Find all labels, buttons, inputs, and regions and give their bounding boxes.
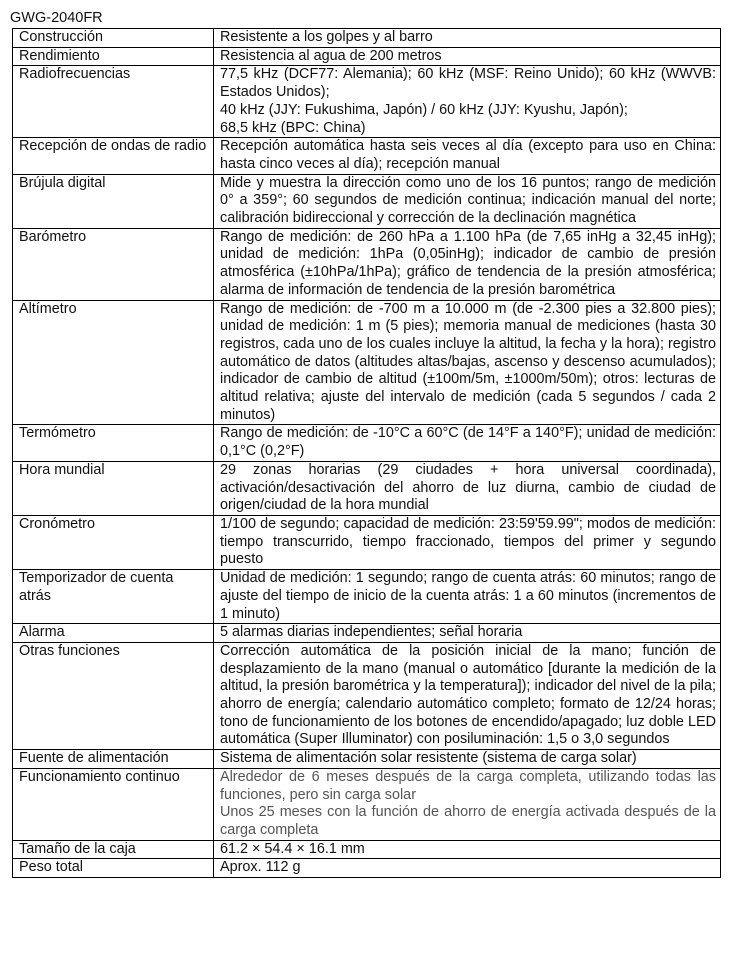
spec-label: Funcionamiento continuo [13, 768, 214, 840]
spec-row-cronometro [13, 515, 721, 569]
spec-row-radiofrecuencias [13, 66, 721, 138]
spec-row-construccion [13, 29, 721, 48]
spec-label: Temporizador de cuenta atrás [13, 570, 214, 624]
spec-row-rendimiento [13, 47, 721, 66]
spec-row-temporizador [13, 570, 721, 624]
spec-row-otras-funciones [13, 642, 721, 749]
spec-label: Termómetro [13, 425, 214, 461]
spec-row-funcionamiento-continuo [13, 768, 721, 840]
spec-label: Hora mundial [13, 461, 214, 515]
spec-value: Resistencia al agua de 200 metros [214, 47, 721, 66]
spec-row-hora-mundial [13, 461, 721, 515]
spec-value: Corrección automática de la posición inicial de la mano; función de desplazamiento de la mano (manual o automático [durante la medición de la altitud, la presión barométrica y la temperatura]); indicador del nivel de la pila; ahorro de energía; calendario automático completo; formato de 12/24 horas; tono de funcionamiento de los botones de encendido/apagado; luz doble LED automática (Super Illuminator) con posiluminación: 1,5 o 3,0 segundos [214, 642, 721, 749]
spec-row-tamano-caja [13, 840, 721, 859]
spec-label: Construcción [13, 29, 214, 48]
spec-label: Otras funciones [13, 642, 214, 749]
spec-value: Rango de medición: de 260 hPa a 1.100 hPa (de 7,65 inHg a 32,45 inHg); unidad de medición: 1hPa (0,05inHg); indicador de cambio de presión atmosférica (±10hPa/1hPa); gráfico de tendencia de la presión atmosférica; alarma de información de tendencia de la presión barométrica [214, 228, 721, 300]
model-title: GWG-2040FR [10, 10, 103, 26]
spec-value: Rango de medición: de -10°C a 60°C (de 14°F a 140°F); unidad de medición: 0,1°C (0,2°F) [214, 425, 721, 461]
spec-value: Alrededor de 6 meses después de la carga completa, utilizando todas las funciones, pero sin carga solar Unos 25 meses con la función de ahorro de energía activada después de la carga completa [214, 768, 721, 840]
spec-label: Radiofrecuencias [13, 66, 214, 138]
spec-label: Recepción de ondas de radio [13, 138, 214, 174]
spec-label: Tamaño de la caja [13, 840, 214, 859]
spec-label: Alarma [13, 624, 214, 643]
spec-value: Rango de medición: de -700 m a 10.000 m (de -2.300 pies a 32.800 pies); unidad de medición: 1 m (5 pies); memoria manual de mediciones (hasta 30 registros, cada uno de los cuales incluye la altitud, la fecha y la hora); registro automático de datos (altitudes altas/bajas, ascenso y descenso acumulados); indicador de cambio de altitud (±100m/5m, ±1000m/50m); otros: lecturas de altitud relativa; ajuste del intervalo de medición (cada 5 segundos / cada 2 minutos) [214, 300, 721, 425]
spec-row-altimetro [13, 300, 721, 425]
spec-row-recepcion [13, 138, 721, 174]
spec-row-brujula [13, 174, 721, 228]
spec-value: 5 alarmas diarias independientes; señal horaria [214, 624, 721, 643]
spec-label: Barómetro [13, 228, 214, 300]
spec-table [12, 28, 721, 878]
spec-row-peso-total [13, 859, 721, 878]
spec-value: 29 zonas horarias (29 ciudades + hora universal coordinada), activación/desactivación del ahorro de luz diurna, cambio de ciudad de origen/ciudad de la hora mundial [214, 461, 721, 515]
spec-value: Mide y muestra la dirección como uno de los 16 puntos; rango de medición 0° a 359°; 60 segundos de medición continua; indicación manual del norte; calibración bidireccional y corrección de la declinación magnética [214, 174, 721, 228]
spec-value: Resistente a los golpes y al barro [214, 29, 721, 48]
spec-value: 61.2 × 54.4 × 16.1 mm [214, 840, 721, 859]
spec-value: 1/100 de segundo; capacidad de medición: 23:59'59.99"; modos de medición: tiempo transcurrido, tiempo fraccionado, tiempos del primer y segundo puesto [214, 515, 721, 569]
spec-label: Brújula digital [13, 174, 214, 228]
spec-row-fuente-alimentacion [13, 750, 721, 769]
spec-row-alarma [13, 624, 721, 643]
spec-value: Aprox. 112 g [214, 859, 721, 878]
spec-label: Cronómetro [13, 515, 214, 569]
spec-value: 77,5 kHz (DCF77: Alemania); 60 kHz (MSF: Reino Unido); 60 kHz (WWVB: Estados Unidos); 40 kHz (JJY: Fukushima, Japón) / 60 kHz (JJY: Kyushu, Japón); 68,5 kHz (BPC: China) [214, 66, 721, 138]
spec-row-termometro [13, 425, 721, 461]
spec-value: Unidad de medición: 1 segundo; rango de cuenta atrás: 60 minutos; rango de ajuste del tiempo de inicio de la cuenta atrás: 1 a 60 minutos (incrementos de 1 minuto) [214, 570, 721, 624]
spec-row-barometro [13, 228, 721, 300]
spec-label: Fuente de alimentación [13, 750, 214, 769]
spec-label: Peso total [13, 859, 214, 878]
spec-label: Rendimiento [13, 47, 214, 66]
spec-label: Altímetro [13, 300, 214, 425]
spec-value: Sistema de alimentación solar resistente (sistema de carga solar) [214, 750, 721, 769]
spec-value: Recepción automática hasta seis veces al día (excepto para uso en China: hasta cinco veces al día); recepción manual [214, 138, 721, 174]
